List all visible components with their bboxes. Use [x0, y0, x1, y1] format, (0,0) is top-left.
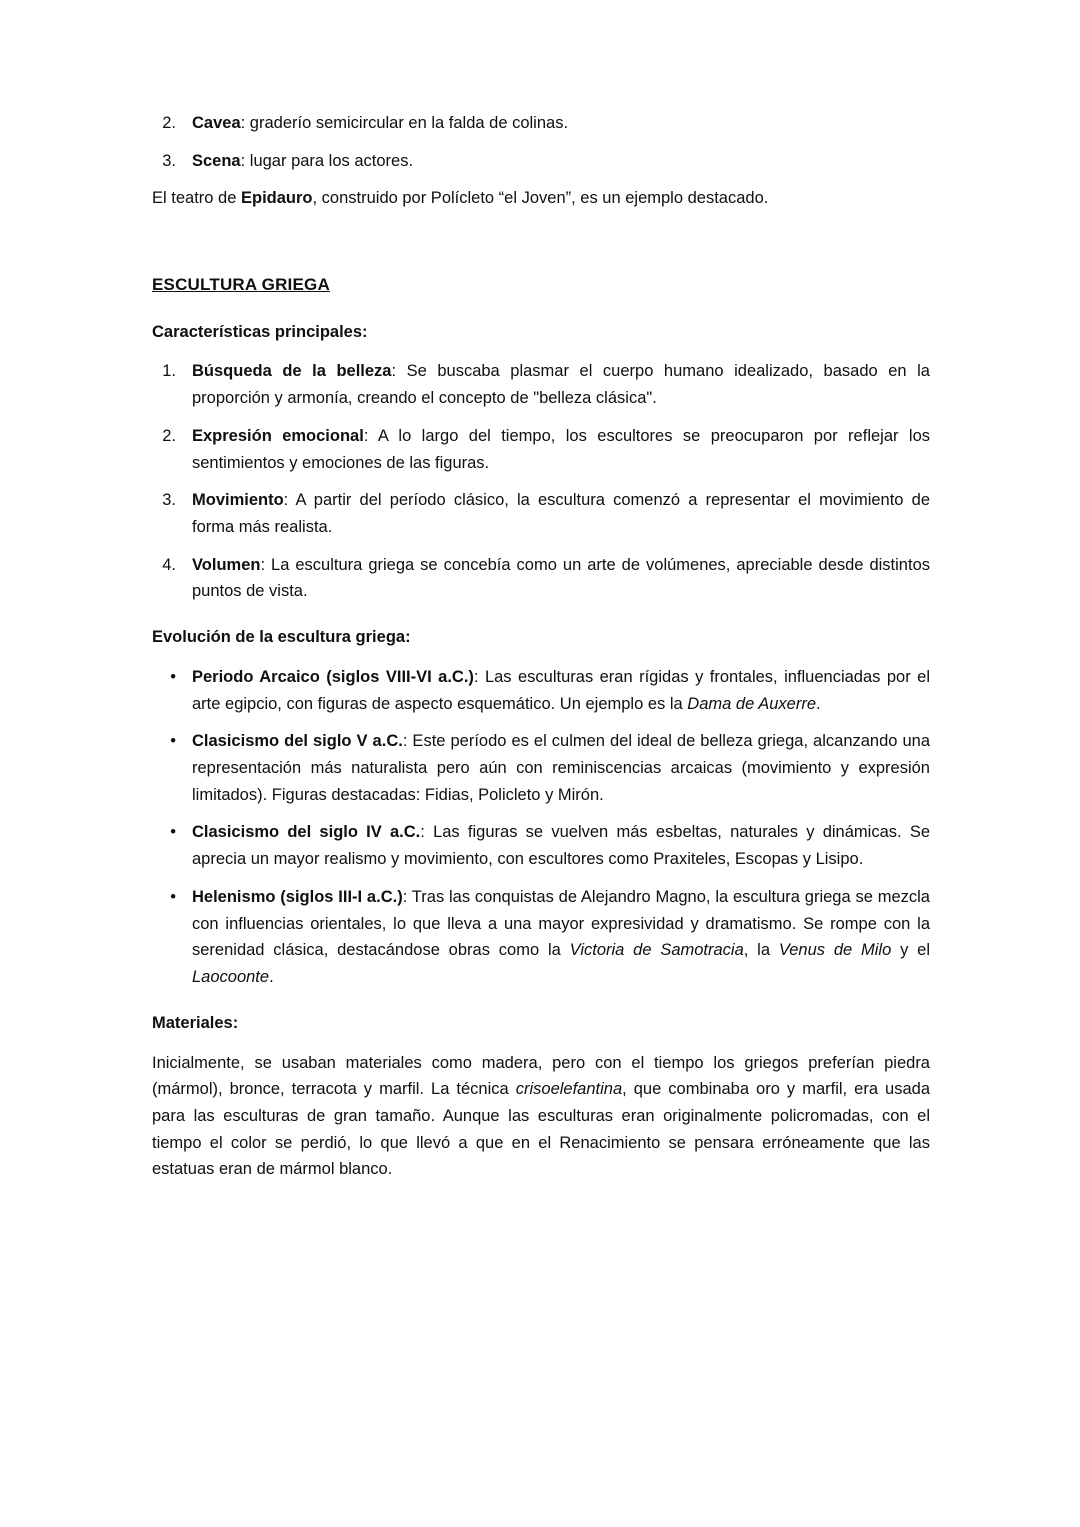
list-item: [152, 664, 930, 717]
list-item-term: Scena: [192, 151, 241, 170]
list-item-term: Periodo Arcaico (siglos VIII-VI a.C.): [192, 667, 474, 686]
list-item-term: Expresión emocional: [192, 426, 364, 445]
list-item-text: [192, 487, 930, 540]
section-spacer: [152, 225, 930, 271]
list-item: [152, 487, 930, 540]
list-item: [152, 819, 930, 872]
theatre-parts-list: [152, 110, 930, 174]
list-item-text: [192, 664, 930, 717]
bullet-icon: •: [170, 667, 176, 686]
epidauro-before: El teatro de: [152, 189, 241, 208]
evolution-list: [152, 664, 930, 991]
list-item-term: Volumen: [192, 555, 261, 574]
list-marker: 2.: [162, 114, 176, 132]
page-title: ESCULTURA GRIEGA: [152, 275, 330, 295]
list-item-italic-3: Laocoonte: [192, 968, 270, 987]
list-item-rest: : Las figuras se vuelven más esbeltas, naturales y dinámicas. Se aprecia un mayor realismo y movimiento, con escultores como Praxiteles, Escopas y Lisipo.: [192, 823, 931, 869]
epidauro-term: Epidauro: [240, 189, 313, 208]
list-marker: 2.: [162, 426, 176, 445]
list-item-rest: : A lo largo del tiempo, los escultores se preocuparon por reflejar los sentimientos y emociones de las figuras.: [192, 426, 931, 472]
materials-italic: crisoelefantina: [515, 1080, 623, 1099]
list-item-italic: Victoria de Samotracia: [569, 941, 744, 960]
list-item: [152, 884, 930, 991]
list-item: [152, 423, 930, 476]
characteristics-list: [152, 358, 930, 605]
characteristics-heading: Características principales:: [152, 322, 368, 341]
bullet-icon: •: [170, 823, 176, 842]
list-item-term: Cavea: [192, 114, 241, 132]
list-item-rest-b: , la: [743, 941, 779, 960]
list-marker: 3.: [162, 491, 176, 510]
list-item-rest-d: .: [269, 968, 274, 987]
materials-part-b: , que combinaba oro y marfil, era usada para las esculturas de gran tamaño. Aunque las esculturas eran originalmente policromadas, con el tiempo el color se perdió, lo que llevó a que en el Renacimiento se pensara erróneamente que las estatuas eran de mármol blanco.: [152, 1080, 930, 1179]
bullet-icon: •: [170, 887, 176, 906]
list-item-rest-b: .: [816, 694, 821, 713]
list-item: [152, 110, 930, 137]
list-item-rest: : graderío semicircular en la falda de colinas.: [240, 114, 569, 132]
list-item: [152, 148, 930, 175]
spacer: [152, 616, 930, 624]
list-item-term: Clasicismo del siglo IV a.C.: [192, 823, 421, 842]
evolution-heading: Evolución de la escultura griega:: [152, 628, 411, 647]
list-item-text: [192, 552, 930, 605]
list-item-rest: : Tras las conquistas de Alejandro Magno, la escultura griega se mezcla con influencias orientales, lo que lleva a una mayor expresividad y dramatismo. Se rompe con la serenidad clásica, destacándose obras como la: [192, 887, 930, 960]
list-item: [152, 552, 930, 605]
list-item-rest: : Este período es el culmen del ideal de belleza griega, alcanzando una representación más naturalista pero aún con reminiscencias arcaicas (movimiento y expresión limitados). Figuras destacadas: Fidias, Policleto y Mirón.: [192, 732, 930, 804]
list-marker: 4.: [162, 555, 176, 574]
materials-heading: Materiales:: [152, 1013, 239, 1032]
list-item: [152, 728, 930, 808]
epidauro-after: , construido por Polícleto “el Joven”, es un ejemplo destacado.: [312, 189, 769, 208]
spacer: [152, 1002, 930, 1010]
list-item-rest: : Se buscaba plasmar el cuerpo humano idealizado, basado en la proporción y armonía, creando el concepto de "belleza clásica".: [192, 362, 930, 408]
list-item-text: [192, 819, 930, 872]
list-item-term: Helenismo (siglos III-I a.C.): [192, 887, 403, 906]
list-item-text: [192, 423, 930, 476]
list-item-rest-c: y el: [891, 941, 930, 960]
list-item-rest: : lugar para los actores.: [240, 151, 414, 170]
list-marker: 1.: [162, 362, 176, 381]
list-item-term: Movimiento: [192, 491, 284, 510]
epidauro-paragraph: [152, 185, 930, 212]
list-item-text: [192, 148, 930, 175]
list-item-text: [192, 110, 930, 137]
list-item-italic: Dama de Auxerre: [687, 694, 816, 713]
list-item-italic-2: Venus de Milo: [778, 941, 892, 960]
list-item-text: [192, 358, 930, 411]
materials-paragraph: [152, 1050, 930, 1184]
materials-part-a: Inicialmente, se usaban materiales como madera, pero con el tiempo los griegos preferían piedra (mármol), bronce, terracota y marfil. La técnica: [152, 1053, 930, 1099]
list-item-text: [192, 728, 930, 808]
list-item: [152, 358, 930, 411]
bullet-icon: •: [170, 732, 176, 751]
list-item-rest: : La escultura griega se concebía como un arte de volúmenes, apreciable desde distintos puntos de vista.: [192, 555, 930, 601]
list-item-rest: : Las esculturas eran rígidas y frontales, influenciadas por el arte egipcio, con figuras de aspecto esquemático. Un ejemplo es la: [192, 667, 930, 713]
list-item-term: Clasicismo del siglo V a.C.: [192, 732, 403, 751]
list-item-term: Búsqueda de la belleza: [192, 362, 392, 381]
list-item-text: [192, 884, 930, 991]
list-marker: 3.: [162, 151, 176, 170]
list-item-rest: : A partir del período clásico, la escultura comenzó a representar el movimiento de forma más realista.: [192, 491, 930, 536]
document-body: [152, 110, 930, 1183]
